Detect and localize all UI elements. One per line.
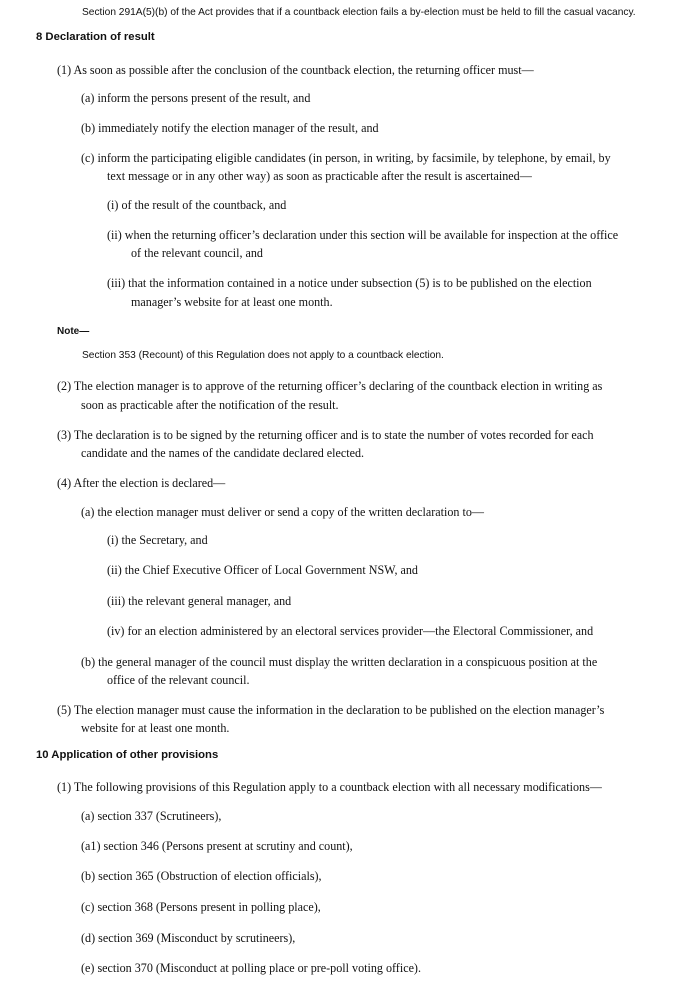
s10-subsection-1: (1) The following provisions of this Regulation apply to a countback election with all necessary modifications— [57,780,602,794]
section-8-heading: 8 Declaration of result [36,31,155,43]
s8-4-a-sub-iii: (iii) the relevant general manager, and [107,594,292,608]
s8-subsection-4: (4) After the election is declared— [57,476,226,490]
s8-4-a-sub-i: (i) the Secretary, and [107,533,208,547]
s10-item: (b) section 365 (Obstruction of election officials), [81,869,322,883]
s8-subsection-2-line1: (2) The election manager is to approve of the returning officer’s declaring of the countback election in writing as [57,379,603,393]
s8-4-para-a: (a) the election manager must deliver or send a copy of the written declaration to— [81,505,484,519]
s8-1-para-b: (b) immediately notify the election manager of the result, and [81,121,379,135]
s8-4-a-sub-ii: (ii) the Chief Executive Officer of Local Government NSW, and [107,563,418,577]
s8-subsection-3-line2: candidate and the names of the candidate declared elected. [81,446,365,460]
s8-subsection-3-line1: (3) The declaration is to be signed by the returning officer and is to state the number of votes recorded for each [57,428,594,442]
s8-4-para-b-line2: office of the relevant council. [107,673,250,687]
top-note: Section 291A(5)(b) of the Act provides that if a countback election fails a by-election must be held to fill the casual vacancy. [82,7,636,18]
s8-subsection-5-line1: (5) The election manager must cause the information in the declaration to be published on the election manager’s [57,703,605,717]
s8-1-para-a: (a) inform the persons present of the result, and [81,91,311,105]
s8-1-c-sub-ii-line1: (ii) when the returning officer’s declaration under this section will be available for inspection at the office [107,228,619,242]
s8-1-para-c-line2: text message or in any other way) as soon as practicable after the result is ascertained— [107,169,532,183]
s8-1-c-sub-iii-line1: (iii) that the information contained in a notice under subsection (5) is to be published on the election [107,276,592,290]
s8-4-a-sub-iv: (iv) for an election administered by an electoral services provider—the Electoral Commissioner, and [107,624,594,638]
s8-1-c-sub-i: (i) of the result of the countback, and [107,198,287,212]
s8-1-para-c-line1: (c) inform the participating eligible candidates (in person, in writing, by facsimile, by telephone, by email, by [81,151,611,165]
s8-4-para-b-line1: (b) the general manager of the council must display the written declaration in a conspicuous position at the [81,655,598,669]
s10-item: (e) section 370 (Misconduct at polling place or pre-poll voting office). [81,961,421,975]
note-text: Section 353 (Recount) of this Regulation does not apply to a countback election. [82,350,444,361]
s8-1-c-sub-ii-line2: of the relevant council, and [131,246,263,260]
s10-item: (c) section 368 (Persons present in polling place), [81,900,321,914]
s10-item: (d) section 369 (Misconduct by scrutineers), [81,931,296,945]
s8-subsection-2-line2: soon as practicable after the notification of the result. [81,398,339,412]
s10-item: (a1) section 346 (Persons present at scrutiny and count), [81,839,353,853]
note-label: Note— [57,326,90,337]
s8-1-c-sub-iii-line2: manager’s website for at least one month. [131,295,333,309]
s10-item: (a) section 337 (Scrutineers), [81,809,222,823]
s8-subsection-1: (1) As soon as possible after the conclusion of the countback election, the returning officer must— [57,63,534,77]
section-10-heading: 10 Application of other provisions [36,749,219,761]
s8-subsection-5-line2: website for at least one month. [81,721,230,735]
